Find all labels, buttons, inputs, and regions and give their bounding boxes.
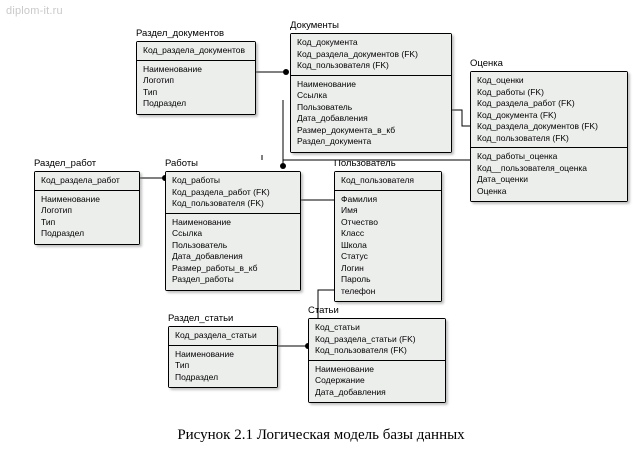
field: Содержание — [315, 375, 365, 385]
entity-title-razdel-stati: Раздел_статьи — [168, 313, 234, 324]
entity-title-razdel-dokumentov: Раздел_документов — [136, 28, 225, 39]
field: Наименование — [315, 363, 374, 374]
key-block-razdel-stati — [169, 327, 277, 345]
field: Класс — [341, 228, 365, 238]
key-block-raboty — [166, 172, 300, 213]
entity-stati[interactable] — [308, 318, 446, 403]
entity-title-razdel-rabot: Раздел_работ — [34, 158, 97, 169]
field: Тип — [175, 360, 190, 370]
field: Подраздел — [175, 371, 219, 382]
field: Код_пользователя (FK) — [172, 198, 264, 208]
field: Код_раздела_статьи (FK) — [315, 333, 416, 344]
field: Дата_оценки — [477, 174, 528, 184]
field: Код_раздела_документов — [143, 45, 246, 55]
field: Наименование — [41, 193, 100, 204]
field: Код_раздела_документов (FK) — [477, 121, 598, 131]
entity-title-raboty: Работы — [165, 158, 198, 169]
entity-title-polzovatel: Пользователь — [334, 158, 396, 169]
field: Отчество — [341, 216, 378, 227]
field: Код_раздела_работ — [41, 175, 120, 185]
key-block-stati — [309, 319, 445, 360]
field: Пользователь — [172, 239, 228, 250]
field: Пароль — [341, 274, 371, 284]
entity-title-dokumenty: Документы — [290, 20, 339, 31]
field: Код_документа — [297, 37, 358, 47]
attr-block-razdel-rabot — [35, 190, 139, 244]
key-block-polzovatel — [335, 172, 441, 190]
field: Подраздел — [143, 98, 187, 108]
field: Раздел_документа — [297, 136, 372, 146]
attr-block-ocenka — [471, 147, 627, 201]
key-block-ocenka — [471, 72, 627, 147]
field: Код_работы_оценка — [477, 151, 558, 161]
field: Код_раздела_работ (FK) — [477, 98, 575, 108]
field: Наименование — [143, 63, 202, 74]
field: Логотип — [143, 75, 175, 85]
field: Тип — [143, 86, 158, 97]
entity-razdel-dokumentov[interactable] — [136, 41, 256, 115]
field: Ссылка — [172, 228, 203, 238]
attr-block-raboty — [166, 213, 300, 290]
watermark-label: diplom-it.ru — [6, 5, 63, 17]
field: Имя — [341, 205, 358, 215]
field: Тип — [41, 216, 56, 227]
field: Наименование — [297, 78, 356, 89]
field: Код__пользователя_оценка — [477, 162, 588, 173]
field: Код_раздела_статьи — [175, 330, 257, 340]
field: Наименование — [175, 348, 234, 359]
field: Школа — [341, 239, 367, 250]
entity-polzovatel[interactable] — [334, 171, 442, 302]
field: Код_работы (FK) — [477, 86, 544, 97]
field: Размер_работы_в_кб — [172, 262, 258, 273]
figure-caption: Рисунок 2.1 Логическая модель базы данных — [177, 427, 465, 443]
field: Код_раздела_работ (FK) — [172, 186, 270, 197]
field: Логин — [341, 262, 364, 273]
field: Код_пользователя (FK) — [315, 345, 407, 355]
field: Статус — [341, 251, 368, 261]
field: Код_оценки — [477, 75, 524, 85]
entity-title-stati: Статьи — [308, 305, 339, 316]
field: Фамилия — [341, 193, 378, 204]
field: Подраздел — [41, 228, 85, 238]
attr-block-polzovatel — [335, 190, 441, 302]
attr-block-dokumenty — [291, 75, 451, 152]
field: Код_работы — [172, 175, 221, 185]
field: Код_пользователя (FK) — [297, 60, 389, 70]
field: Раздел_работы — [172, 274, 234, 284]
field: Код_статьи — [315, 322, 360, 332]
entity-razdel-stati[interactable] — [168, 326, 278, 388]
field: Дата_добавления — [297, 113, 368, 123]
entity-dokumenty[interactable] — [290, 33, 452, 153]
field: Наименование — [172, 216, 231, 227]
field: Ссылка — [297, 90, 328, 100]
attr-block-razdel-stati — [169, 345, 277, 388]
field: Код_документа (FK) — [477, 109, 557, 120]
entity-raboty[interactable] — [165, 171, 301, 291]
field: Код_пользователя — [341, 175, 415, 185]
entity-razdel-rabot[interactable] — [34, 171, 140, 245]
attr-block-stati — [309, 360, 445, 403]
field: Дата_добавления — [315, 386, 386, 397]
field: Пользователь — [297, 101, 353, 112]
field: Логотип — [41, 205, 73, 215]
field: Дата_добавления — [172, 251, 243, 261]
field: Размер_документа_в_кб — [297, 124, 396, 135]
entity-ocenka[interactable] — [470, 71, 628, 202]
field: Код_раздела_документов (FK) — [297, 48, 418, 59]
field: Оценка — [477, 185, 507, 196]
key-block-razdel-rabot — [35, 172, 139, 190]
key-block-razdel-dokumentov — [137, 42, 255, 60]
field: Код_пользователя (FK) — [477, 132, 569, 143]
key-block-dokumenty — [291, 34, 451, 75]
attr-block-razdel-dokumentov — [137, 60, 255, 114]
field: телефон — [341, 285, 376, 296]
entity-title-ocenka: Оценка — [470, 58, 503, 69]
